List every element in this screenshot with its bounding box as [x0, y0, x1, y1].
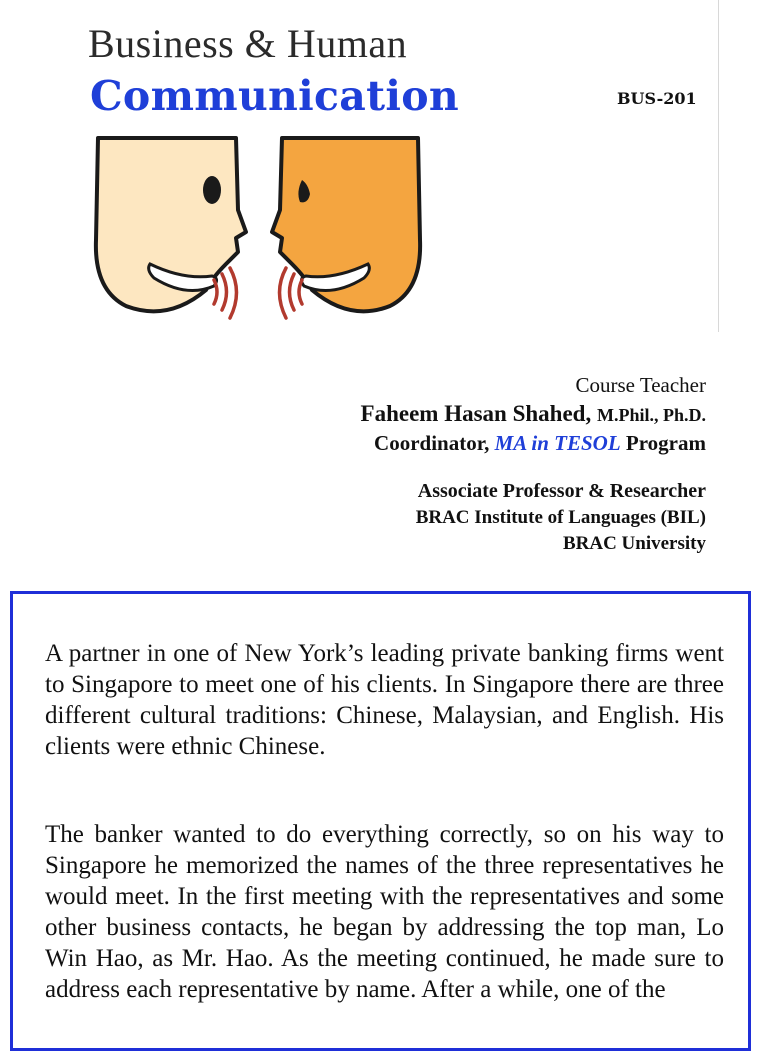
teacher-name: Faheem Hasan Shahed, [360, 401, 592, 426]
talking-faces-illustration [88, 130, 428, 330]
coordinator-label: Coordinator, [374, 431, 490, 455]
sound-waves-icon [214, 268, 302, 318]
teacher-university: BRAC University [562, 533, 706, 554]
case-study-paragraph-2: The banker wanted to do everything correctly, so on his way to Singapore he memorized the names of the three representatives he would meet. In the first meeting with the representatives and some other business contacts, he began by addressing the top man, Lo Win Hao, as Mr. Hao. As the meeting continued, he made sure to address each representative by name. After a while, one of the [45, 821, 724, 1003]
program-suffix: Program [625, 431, 706, 455]
program-name: MA in TESOL [494, 431, 621, 455]
case-study-paragraph-1: A partner in one of New York’s leading private banking firms went to Singapore to meet one of his clients. In Singapore there are three different cultural traditions: Chinese, Malaysian, and English. His clients were ethnic Chinese. [45, 640, 724, 760]
course-code: BUS-201 [617, 89, 697, 108]
course-teacher-label: Course Teacher [575, 373, 706, 397]
teacher-position: Associate Professor & Researcher [417, 480, 706, 502]
left-eye [203, 176, 221, 204]
teacher-name-line [361, 401, 706, 427]
teacher-degrees: M.Phil., Ph.D. [596, 405, 706, 425]
teacher-institute: BRAC Institute of Languages (BIL) [415, 507, 706, 528]
divider-line [718, 0, 719, 332]
title-line-2: Communication [90, 72, 460, 120]
coordinator-line [374, 431, 706, 456]
title-line-1: Business & Human [88, 21, 408, 66]
case-study-box [10, 591, 751, 1051]
